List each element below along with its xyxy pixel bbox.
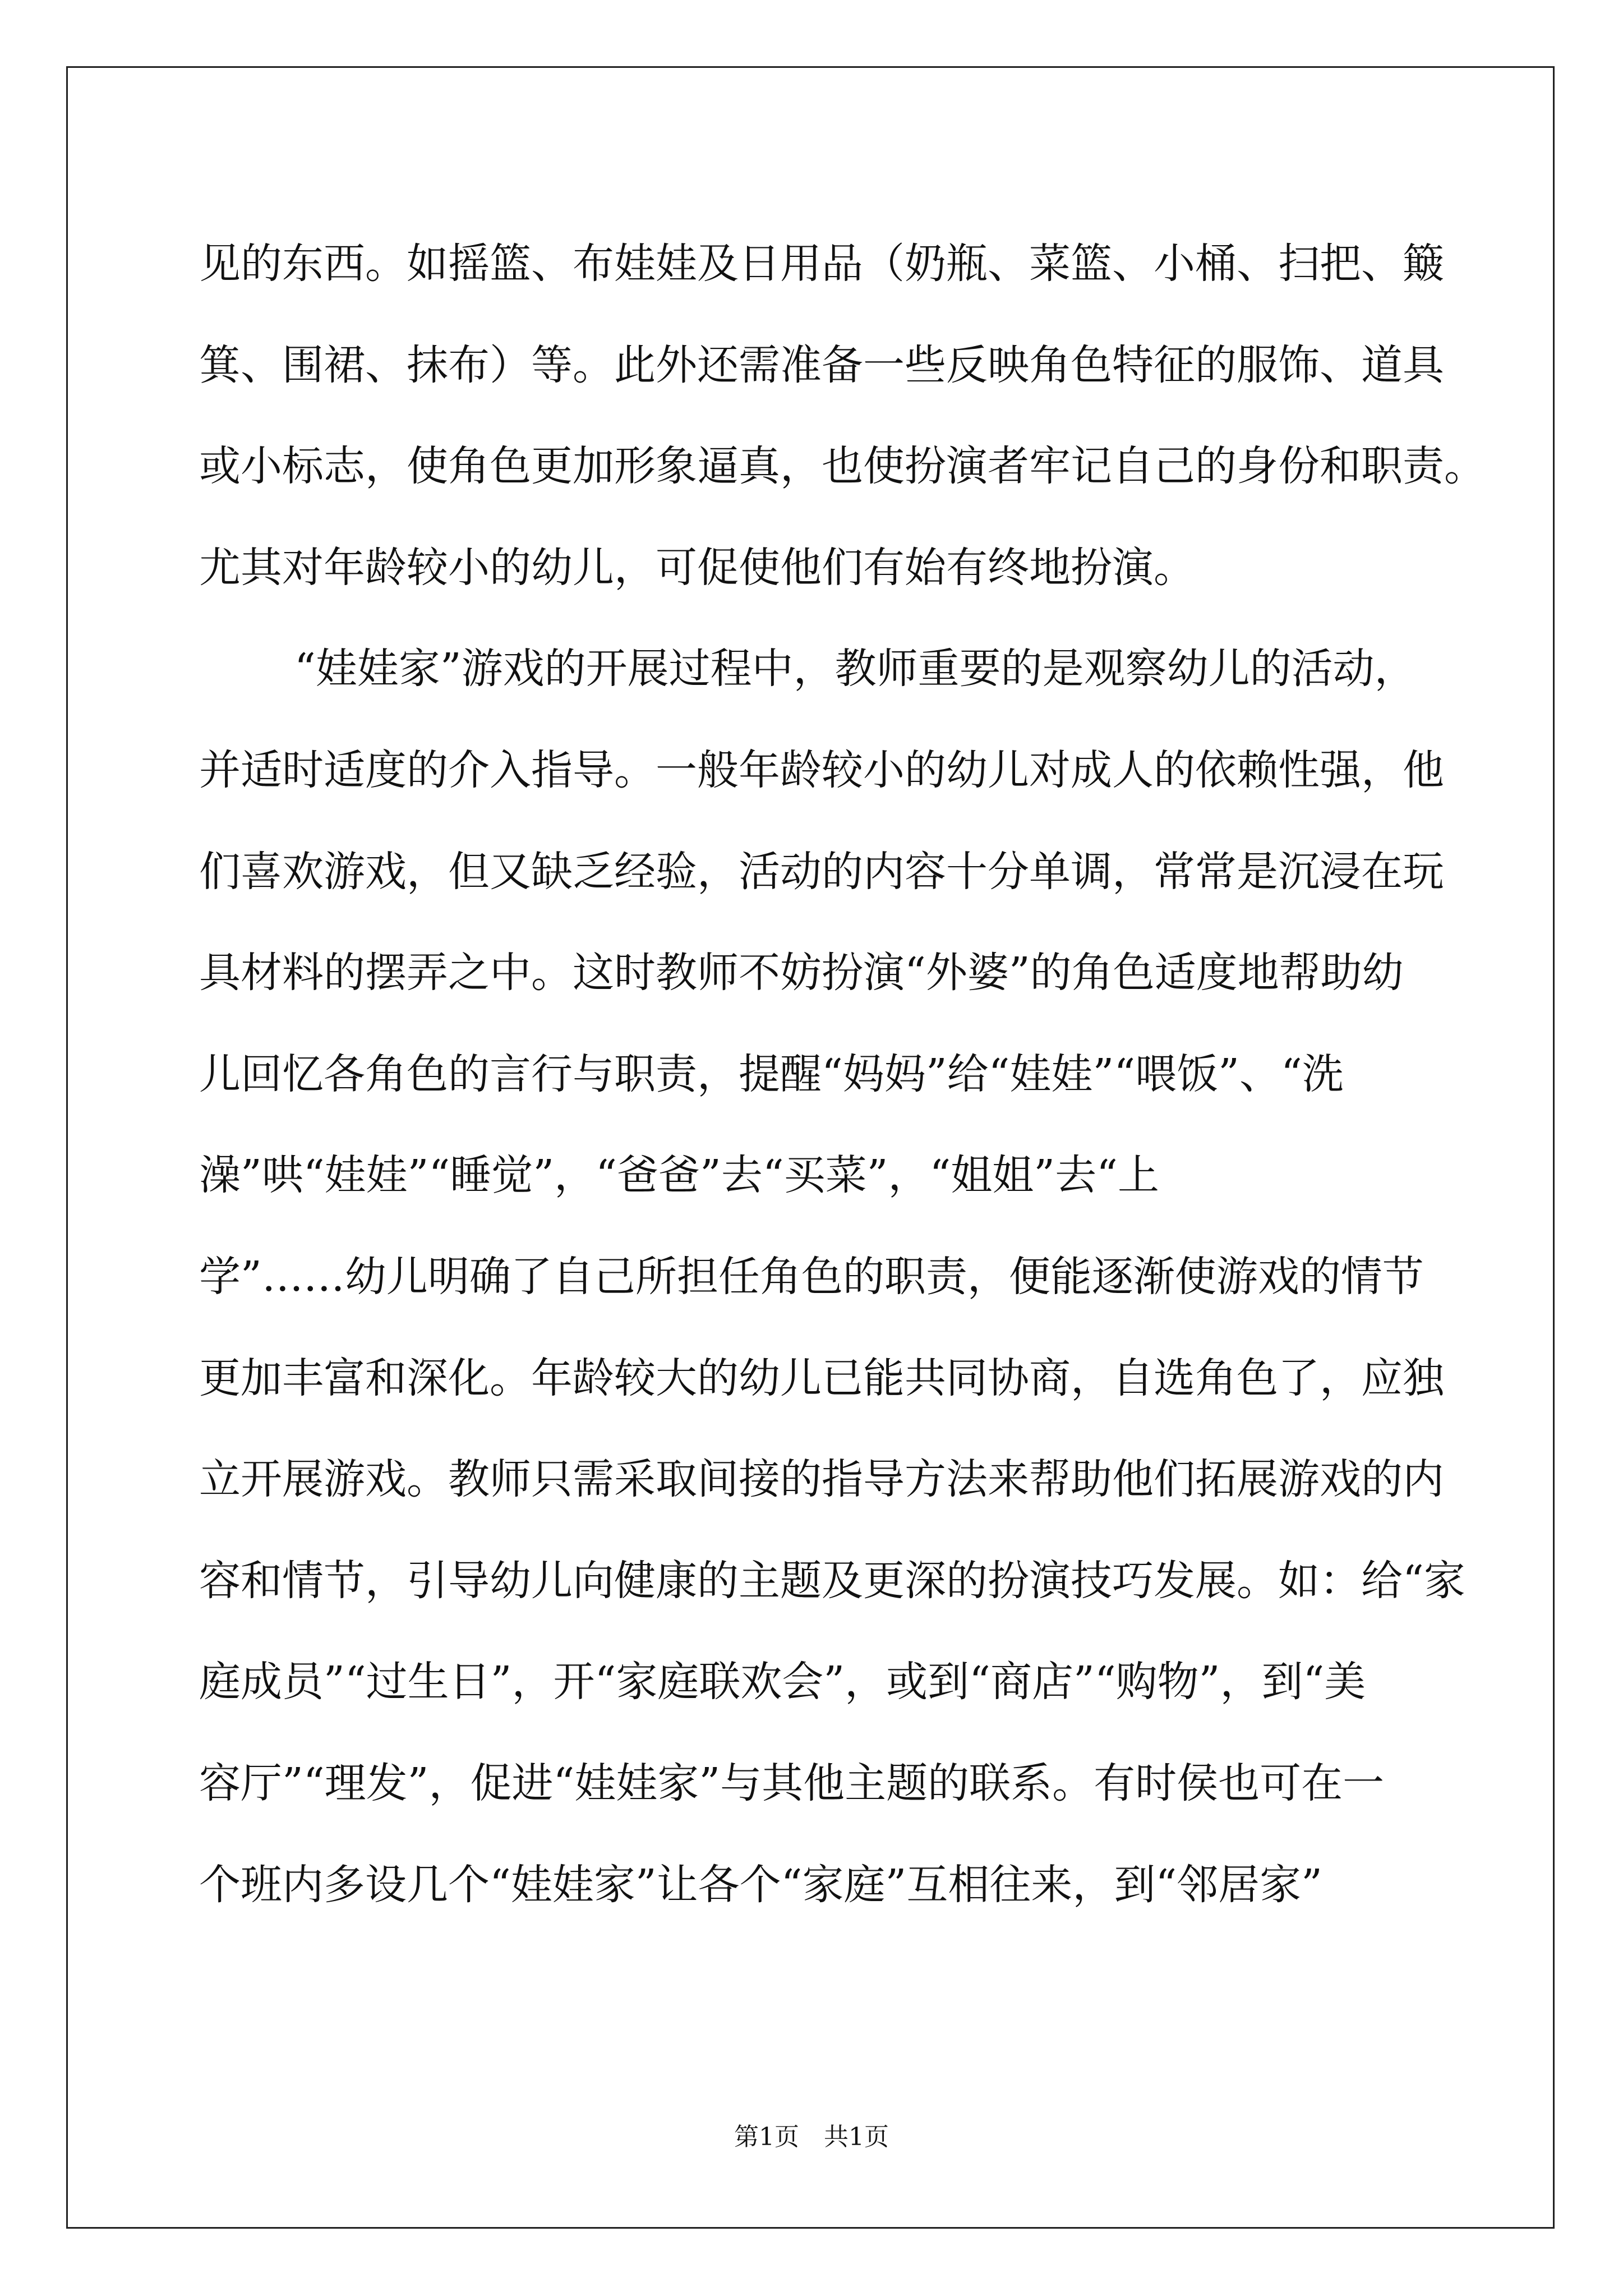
text-line: 个班内多设几个“娃娃家”让各个“家庭”互相往来，到“邻居家” xyxy=(199,1860,1322,1909)
page-number-footer: 第1页 共1页 xyxy=(734,2123,889,2151)
text-line: 学”……幼儿明确了自己所担任角色的职责，便能逐渐使游戏的情节 xyxy=(199,1252,1424,1301)
text-line: 澡”哄“娃娃”“睡觉”，“爸爸”去“买菜”，“姐姐”去“上 xyxy=(199,1151,1159,1200)
text-line: 儿回忆各角色的言行与职责，提醒“妈妈”给“娃娃”“喂饭”、“洗 xyxy=(199,1050,1344,1098)
text-line: 立开展游戏。教师只需采取间接的指导方法来帮助他们拓展游戏的内 xyxy=(199,1455,1444,1504)
text-line: 更加丰富和深化。年龄较大的幼儿已能共同协商，自选角色了，应独 xyxy=(199,1354,1444,1402)
text-line: 们喜欢游戏，但又缺乏经验，活动的内容十分单调，常常是沉浸在玩 xyxy=(199,847,1444,896)
text-line: 箕、围裙、抹布）等。此外还需准备一些反映角色特征的服饰、道具 xyxy=(199,341,1444,389)
text-line: 庭成员”“过生日”，开“家庭联欢会”，或到“商店”“购物”，到“美 xyxy=(199,1658,1366,1706)
text-line: 具材料的摆弄之中。这时教师不妨扮演“外婆”的角色适度地帮助幼 xyxy=(199,949,1404,997)
text-line: 或小标志，使角色更加形象逼真，也使扮演者牢记自己的身份和职责。 xyxy=(199,442,1486,491)
text-line: 尤其对年龄较小的幼儿，可促使他们有始有终地扮演。 xyxy=(199,543,1195,592)
text-line: 见的东西。如摇篮、布娃娃及日用品（奶瓶、菜篮、小桶、扫把、簸 xyxy=(199,240,1444,288)
text-line: 容和情节，引导幼儿向健康的主题及更深的扮演技巧发展。如：给“家 xyxy=(199,1556,1465,1605)
document-body xyxy=(199,213,1486,1935)
paragraph-first-line: “娃娃家”游戏的开展过程中，教师重要的是观察幼儿的活动， xyxy=(294,645,1416,693)
text-line: 容厅”“理发”，促进“娃娃家”与其他主题的联系。有时侯也可在一 xyxy=(199,1759,1385,1807)
text-line: 并适时适度的介入指导。一般年龄较小的幼儿对成人的依赖性强，他 xyxy=(199,746,1444,794)
